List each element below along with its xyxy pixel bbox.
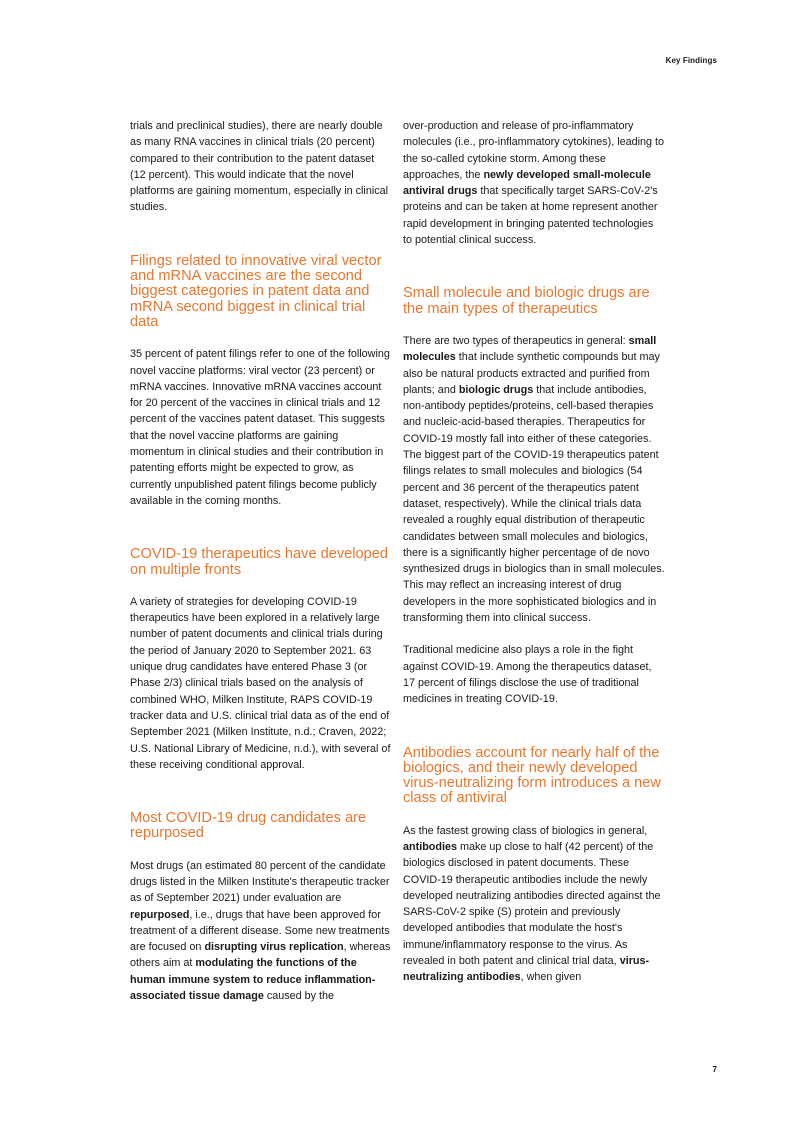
- section-heading-antibodies: Antibodies account for nearly half of the biologics, and their newly developed virus-neutralizing form introduces a new class of antiviral: [403, 744, 661, 807]
- right-column: [403, 118, 665, 986]
- paragraph-repurposed: Most drugs (an estimated 80 percent of the candidate drugs listed in the Milken Institute's therapeutic tracker as of September 2021) under evaluation are repurposed, i.e., drugs that have been approved for treatment of a different disease. Some new treatments are focused on disrupting virus replication, whereas others aim at modulating the functions of the human immune system to reduce inflammation-associated tissue damage caused by the: [130, 859, 391, 1003]
- left-column: [130, 118, 392, 1004]
- paragraph-traditional-medicine: Traditional medicine also plays a role in the fight against COVID-19. Among the therapeutics dataset, 17 percent of filings disclose the use of traditional medicines in treating COVID-19.: [403, 644, 652, 706]
- section-heading-vaccine-platforms: Filings related to innovative viral vector and mRNA vaccines are the second biggest categories in patent data and mRNA second biggest in clinical trial data: [130, 252, 382, 330]
- section-heading-drug-types: Small molecule and biologic drugs are the main types of therapeutics: [403, 285, 650, 317]
- section-heading-therapeutics-fronts: COVID-19 therapeutics have developed on multiple fronts: [130, 546, 388, 578]
- paragraph-antibodies: As the fastest growing class of biologics in general, antibodies make up close to half (42 percent) of the biologics disclosed in patent documents. These COVID-19 therapeutic antibodies include the newly developed neutralizing antibodies directed against the SARS-CoV-2 spike (S) protein and previously developed antibodies that modulate the host's immune/inflammatory response to the virus. As revealed in both patent and clinical trial data, virus-neutralizing antibodies, when given: [403, 824, 661, 984]
- intro-paragraph: trials and preclinical studies), there are nearly double as many RNA vaccines in clinical trials (20 percent) compared to their contribution to the patent dataset (12 percent). This would indicate that the novel platforms are gaining momentum, especially in clinical studies.: [130, 120, 389, 214]
- paragraph-vaccine-platforms: 35 percent of patent filings refer to one of the following novel vaccine platforms: viral vector (23 percent) or mRNA vaccines. Innovative mRNA vaccines account for 20 percent of the vaccines in clinical trials and 12 percent of the vaccines patent dataset. This suggests that the novel vaccine platforms are gaining momentum in clinical studies and their contribution in patenting efforts might be expected to grow, as currently unpublished patent filings become publicly available in the coming months.: [130, 348, 390, 507]
- section-label: Key Findings: [665, 56, 717, 65]
- paragraph-drug-types: There are two types of therapeutics in general: small molecules that include synthetic compounds but may also be natural products extracted and purified from plants; and biologic drugs that include antibodies, non-antibody peptides/proteins, cell-based therapies and nucleic-acid-based therapies. Therapeutics for COVID-19 mostly fall into either of these categories. The biggest part of the COVID-19 therapeutics patent filings relates to small molecules and biologics (54 percent and 36 percent of the therapeutics patent dataset, respectively). While the clinical trials data revealed a roughly equal distribution of therapeutic candidates between small molecules and biologics, there is a significantly higher percentage of de novo synthesized drugs in biologics than in small molecules. This may reflect an increasing interest of drug developers in the more sophisticated biologics and in transforming them into clinical success.: [403, 334, 665, 625]
- continuation-paragraph: over-production and release of pro-inflammatory molecules (i.e., pro-inflammatory cytokines), leading to the so-called cytokine storm. Among these approaches, the newly developed small-molecule antiviral drugs that specifically target SARS-CoV-2's proteins and can be taken at home represent another rapid development in bringing patented technologies to potential clinical success.: [403, 120, 665, 247]
- page-number: 7: [712, 1065, 717, 1074]
- section-heading-repurposed: Most COVID-19 drug candidates are repurposed: [130, 810, 367, 842]
- paragraph-therapeutics-fronts: A variety of strategies for developing COVID-19 therapeutics have been explored in a relatively large number of patent documents and clinical trials during the period of January 2020 to September 2021. 63 unique drug candidates have entered Phase 3 (or Phase 2/3) clinical trials based on the analysis of combined WHO, Milken Institute, RAPS COVID-19 tracker data and U.S. clinical trial data as of the end of September 2021 (Milken Institute, n.d.; Craven, 2022; U.S. National Library of Medicine, n.d.), with several of these receiving conditional approval.: [130, 595, 391, 771]
